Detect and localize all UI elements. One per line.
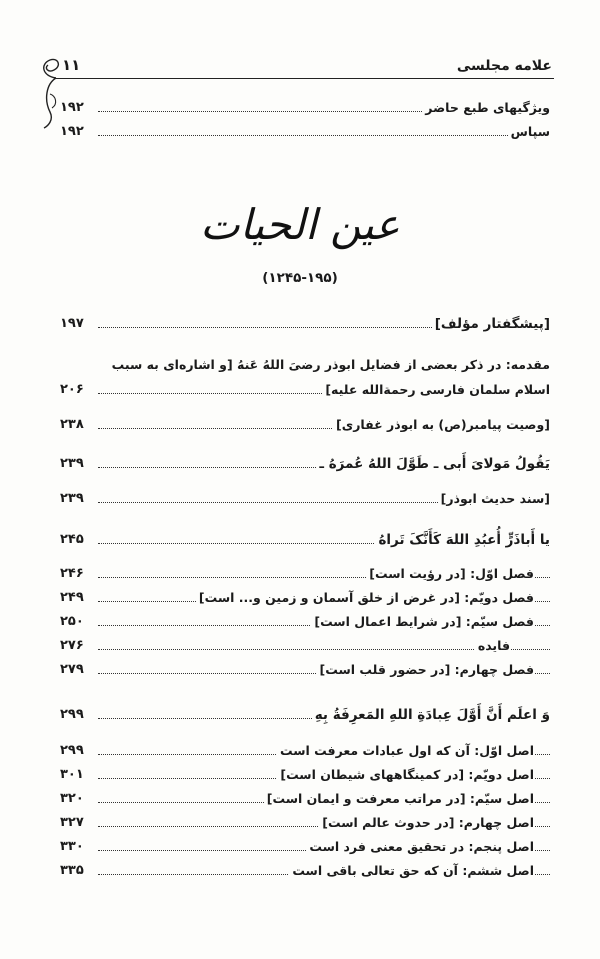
toc-entry xyxy=(60,660,550,680)
entry-text: [سند حدیث ابوذر] xyxy=(438,489,550,509)
entry-text: فصل سیّم: [در شرایط اعمال است] xyxy=(311,612,534,632)
toc-entry xyxy=(60,813,550,833)
entry-text: اصل پنجم: در تحقیق معنی فرد است xyxy=(306,837,534,857)
entry-page: ۳۳۰ xyxy=(60,839,84,854)
toc-entry xyxy=(60,837,550,857)
entry-text: سپاس xyxy=(508,122,550,142)
entry-text: فصل اوّل: [در رؤیت است] xyxy=(366,564,534,584)
toc-entry xyxy=(60,380,550,400)
entry-text: [پیشگفتار مؤلف] xyxy=(432,314,550,334)
entry-text-line: مقدمه: در ذکر بعضی از فضایل ابوذر رضیَ اللهُ عَنهُ [و اشاره‌ای به سبب xyxy=(111,357,550,372)
entry-page: ۲۰۶ xyxy=(60,382,84,397)
entry-page: ۲۳۹ xyxy=(60,456,84,471)
toc-entry xyxy=(60,636,550,656)
header-page-number: ۱۱ xyxy=(62,56,81,74)
entry-page: ۲۳۹ xyxy=(60,491,84,506)
toc-entry xyxy=(60,861,550,881)
entry-page: ۱۹۷ xyxy=(60,316,84,331)
entry-page: ۲۴۹ xyxy=(60,590,84,605)
toc-entry xyxy=(60,741,550,761)
entry-page: ۲۷۹ xyxy=(60,662,84,677)
entry-text: وَ اعلَم أَنَّ أَوَّلَ عِبادَةِ اللهِ المَعرِفَةُ بِهِ xyxy=(312,705,550,725)
entry-text: فصل دویّم: [در غرض از خلق آسمان و زمین و... است] xyxy=(196,588,534,608)
entry-text: اصل چهارم: [در حدوث عالم است] xyxy=(319,813,534,833)
toc-entry xyxy=(60,122,550,142)
toc-entry xyxy=(60,789,550,809)
entry-text: اصل ششم: آن که حق تعالی باقی است xyxy=(289,861,534,881)
entry-text: فصل چهارم: [در حضور قلب است] xyxy=(317,660,534,680)
toc-entry xyxy=(60,415,550,435)
entry-text: فایده xyxy=(475,636,510,656)
entry-page: ۳۲۰ xyxy=(60,791,84,806)
toc-entry xyxy=(60,588,550,608)
entry-text: اصل دویّم: [در کمینگاههای شیطان است] xyxy=(277,765,534,785)
toc-entry xyxy=(60,705,550,725)
entry-page: ۲۳۸ xyxy=(60,417,84,432)
section-title: عین الحیات xyxy=(200,200,400,249)
entry-page: ۲۹۹ xyxy=(60,743,84,758)
toc-entry xyxy=(60,98,550,118)
entry-page: ۳۲۷ xyxy=(60,815,84,830)
toc-entry xyxy=(60,454,550,474)
entry-text: اصل اوّل: آن که اول عبادات معرفت است xyxy=(277,741,534,761)
entry-text: اسلام سلمان فارسی رحمةالله علیه] xyxy=(322,380,550,400)
entry-page: ۲۴۶ xyxy=(60,566,84,581)
entry-page: ۱۹۲ xyxy=(60,124,84,139)
entry-text: ویژگیهای طبع حاضر xyxy=(422,98,550,118)
toc-entry xyxy=(60,314,550,334)
toc-entry xyxy=(60,489,550,509)
leader-dots xyxy=(98,135,550,136)
toc-entry xyxy=(60,612,550,632)
corner-ornament-icon xyxy=(36,50,64,130)
entry-text: اصل سیّم: [در مراتب معرفت و ایمان است] xyxy=(264,789,534,809)
section-range: (۱۲۴۵-۱۹۵) xyxy=(262,270,338,286)
entry-page: ۲۹۹ xyxy=(60,707,84,722)
entry-page: ۳۳۵ xyxy=(60,863,84,878)
toc-entry xyxy=(60,765,550,785)
entry-page: ۱۹۲ xyxy=(60,100,84,115)
entry-text: [وصیت پیامبر(ص) به ابوذر غفاری] xyxy=(333,415,550,435)
header-rule xyxy=(56,78,554,79)
toc-entry xyxy=(60,564,550,584)
entry-page: ۲۵۰ xyxy=(60,614,84,629)
toc-entry xyxy=(60,530,550,550)
entry-text: یا أَباذَرٍّ أُعبُدِ اللهَ کَأَنَّکَ تَراهُ xyxy=(375,530,550,550)
entry-text: یَقُولُ مَولایَ أَبی ـ طَوَّلَ اللهُ عُمرَهُ ـ xyxy=(316,454,550,474)
header-title: علامه مجلسی xyxy=(456,58,552,74)
entry-page: ۲۴۵ xyxy=(60,532,84,547)
entry-page: ۲۷۶ xyxy=(60,638,84,653)
entry-page: ۳۰۱ xyxy=(60,767,84,782)
